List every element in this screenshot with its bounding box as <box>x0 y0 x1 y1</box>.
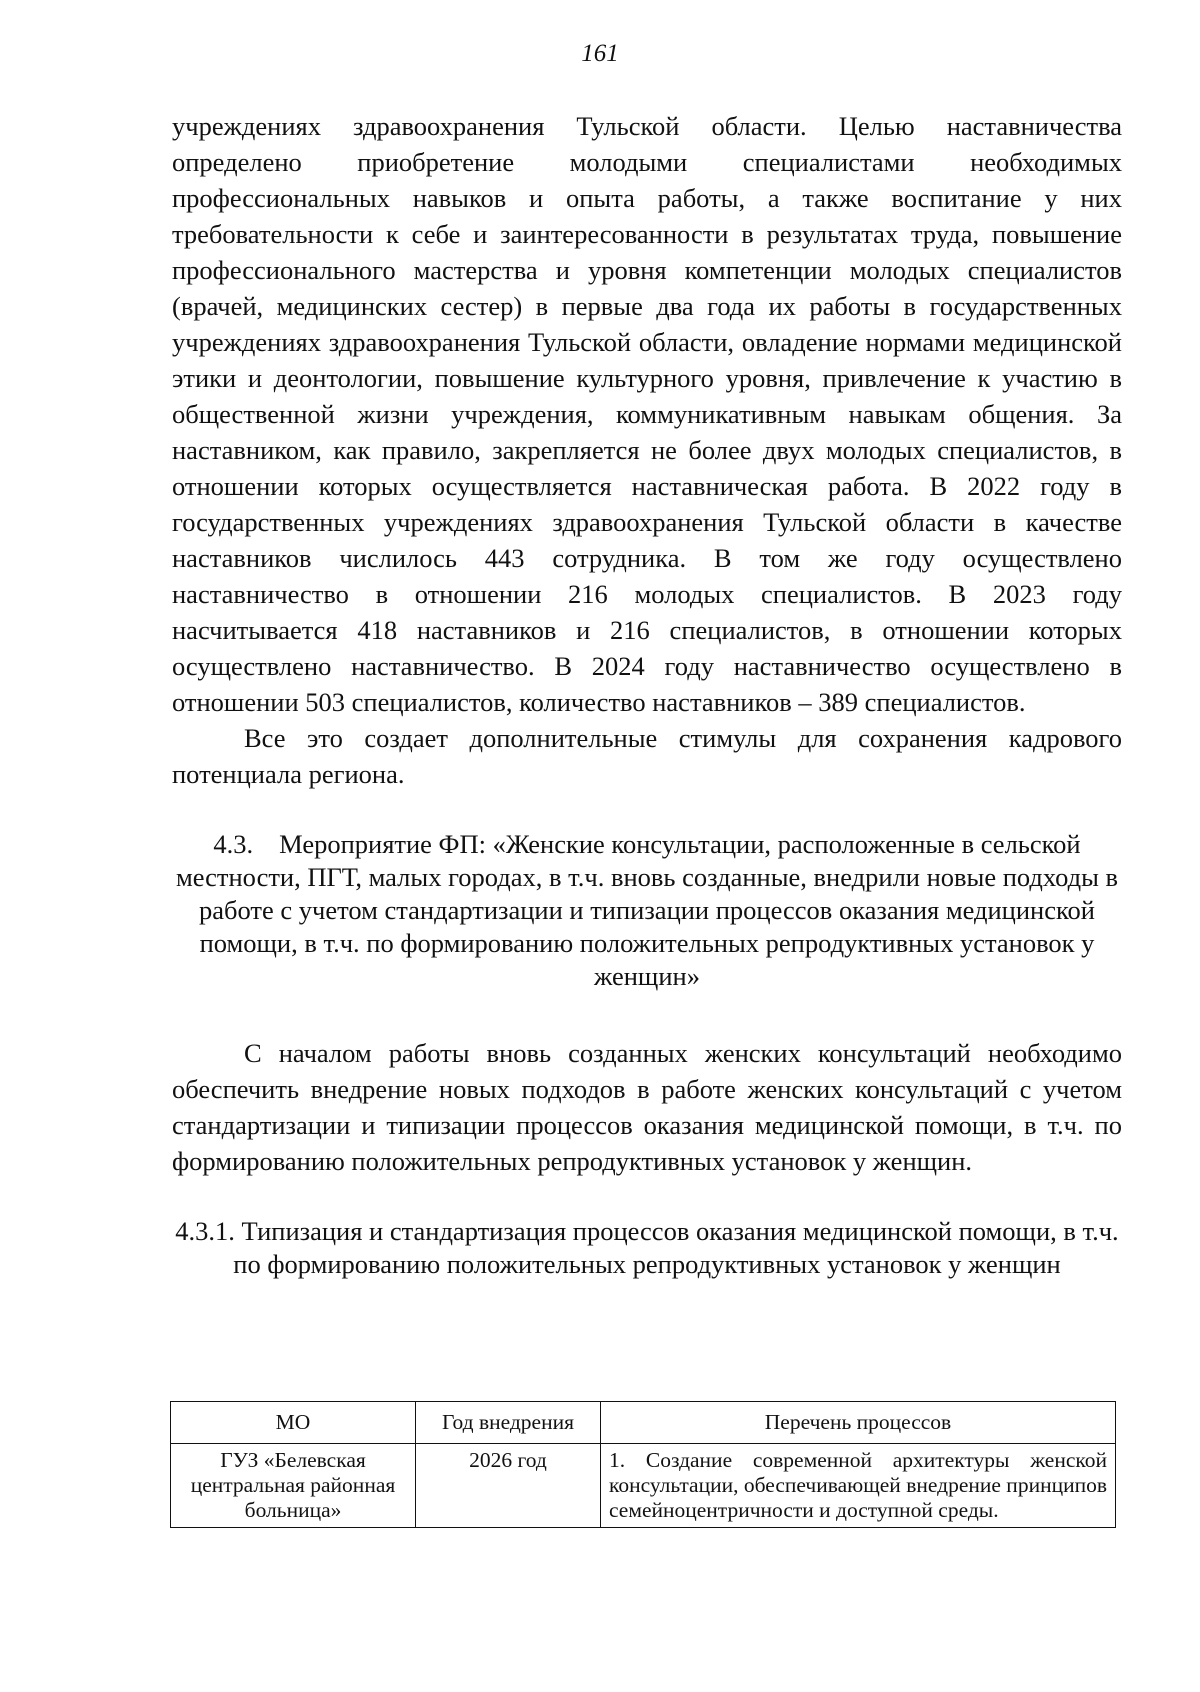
table-row <box>171 1444 1116 1528</box>
column-header-mo: МО <box>171 1402 416 1444</box>
section-4-3-number: 4.3. <box>213 829 254 859</box>
paragraph-new-clinics: С началом работы вновь созданных женских консультаций необходимо обеспечить внедрение новых подходов в работе женских консультаций с учетом стандартизации и типизации процессов оказания медицинской помощи, в т.ч. по формированию положительных репродуктивных установок у женщин. <box>172 1038 1122 1176</box>
table-cell-mo: ГУЗ «Белевская центральная районная больница» <box>171 1444 416 1528</box>
table-cell-processes: 1. Создание современной архитектуры женской консультации, обеспечивающей внедрение принципов семейноцентричности и доступной среды. <box>601 1444 1116 1528</box>
table-cell-year: 2026 год <box>416 1444 601 1528</box>
column-header-year: Год внедрения <box>416 1402 601 1444</box>
page-number: 161 <box>581 40 619 67</box>
column-header-processes: Перечень процессов <box>601 1402 1116 1444</box>
section-4-3-heading <box>172 828 1122 993</box>
processes-table <box>170 1401 1116 1528</box>
section-4-3-title: Мероприятие ФП: «Женские консультации, расположенные в сельской местности, ПГТ, малых городах, в т.ч. вновь созданные, внедрили новые подходы в работе с учетом стандартизации и типизации процессов оказания медицинской помощи, в т.ч. по формированию положительных репродуктивных установок у женщин» <box>175 829 1119 991</box>
table-header-row <box>171 1402 1116 1444</box>
section-4-3-1-heading: 4.3.1. Типизация и стандартизация процессов оказания медицинской помощи, в т.ч. по формированию положительных репродуктивных установок у женщин <box>175 1216 1119 1279</box>
paragraph-incentives: Все это создает дополнительные стимулы для сохранения кадрового потенциала региона. <box>172 723 1122 789</box>
document-body <box>172 108 1122 1281</box>
paragraph-mentoring: учреждениях здравоохранения Тульской области. Целью наставничества определено приобретение молодыми специалистами необходимых профессиональных навыков и опыта работы, а также воспитание у них требовательности к себе и заинтересованности в результатах труда, повышение профессионального мастерства и уровня компетенции молодых специалистов (врачей, медицинских сестер) в первые два года их работы в государственных учреждениях здравоохранения Тульской области, овладение нормами медицинской этики и деонтологии, повышение культурного уровня, привлечение к участию в общественной жизни учреждения, коммуникативным навыкам общения. За наставником, как правило, закрепляется не более двух молодых специалистов, в отношении которых осуществляется наставническая работа. В 2022 году в государственных учреждениях здравоохранения Тульской области в качестве наставников числилось 443 сотрудника. В том же году осуществлено наставничество в отношении 216 молодых специалистов. В 2023 году насчитывается 418 наставников и 216 специалистов, в отношении которых осуществлено наставничество. В 2024 году наставничество осуществлено в отношении 503 специалистов, количество наставников – 389 специалистов. <box>172 111 1122 717</box>
